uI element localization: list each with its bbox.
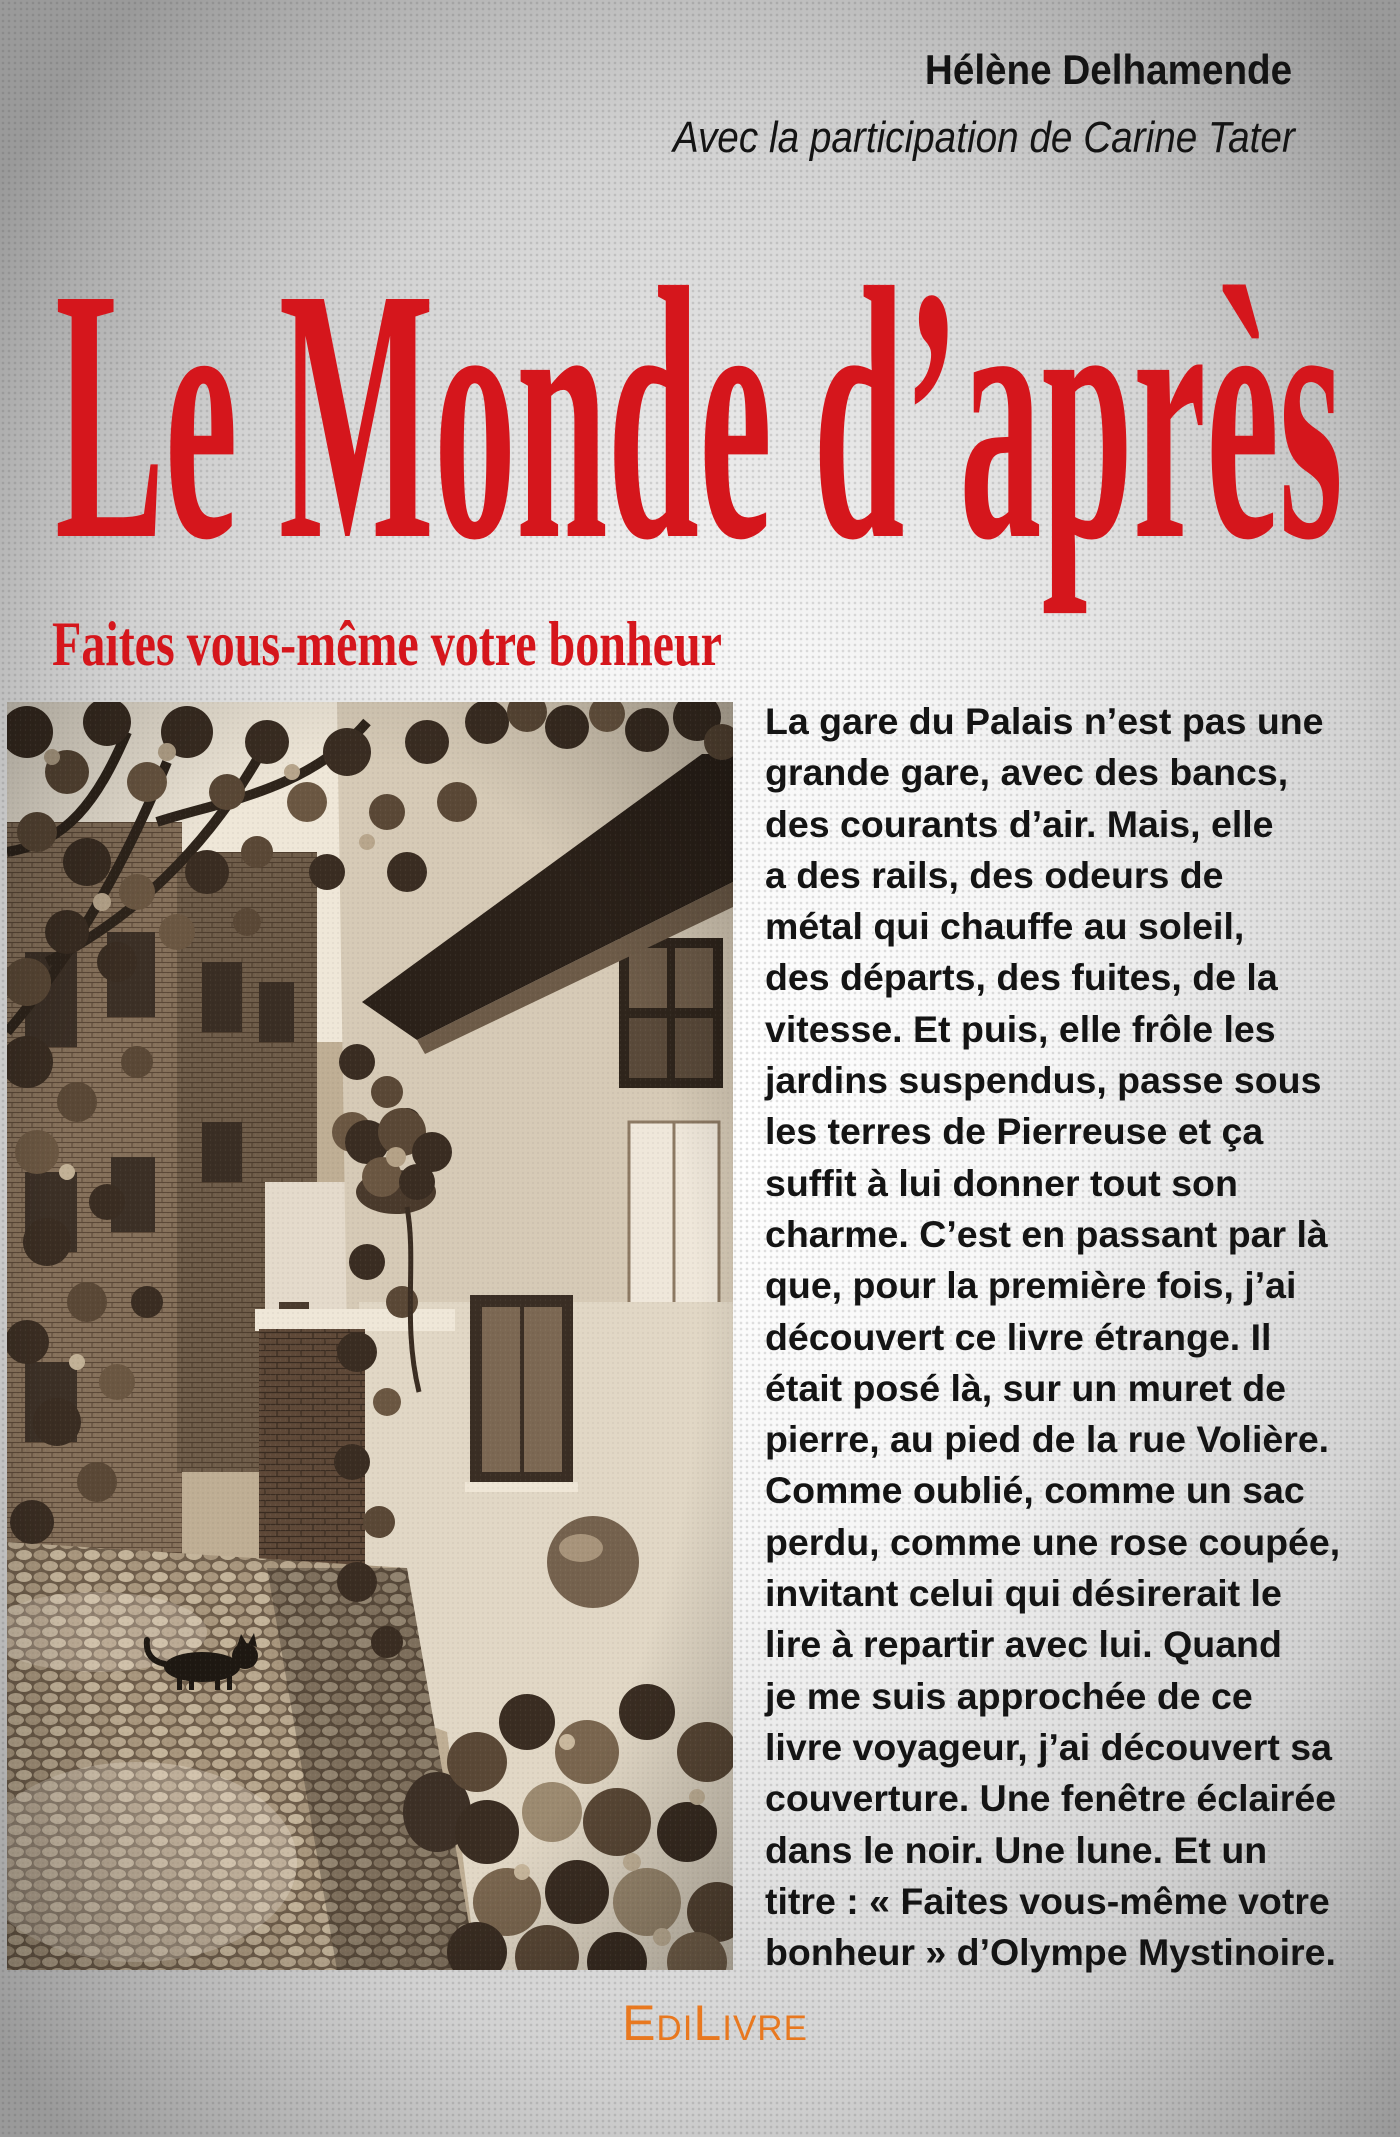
excerpt-line: livre voyageur, j’ai découvert sa	[765, 1725, 1332, 1768]
excerpt-line: grande gare, avec des bancs,	[765, 751, 1289, 794]
excerpt-line: des courants d’air. Mais, elle	[765, 802, 1274, 845]
excerpt-line: métal qui chauffe au soleil,	[765, 905, 1245, 948]
excerpt-line: titre : « Faites vous-même votre	[765, 1879, 1330, 1922]
cover-photo	[7, 702, 733, 1970]
back-excerpt	[765, 696, 1340, 1978]
excerpt-line: lire à repartir avec lui. Quand	[765, 1623, 1282, 1666]
contributor-credit: Avec la participation de Carine Tater	[672, 113, 1295, 162]
excerpt-line: Comme oublié, comme un sac	[765, 1469, 1305, 1512]
excerpt-line: jardins suspendus, passe sous	[765, 1059, 1322, 1102]
excerpt-line: charme. C’est en passant par là	[765, 1212, 1328, 1255]
excerpt-line: suffit à lui donner tout son	[765, 1161, 1238, 1204]
excerpt-line: que, pour la première fois, j’ai	[765, 1264, 1297, 1307]
excerpt-line: pierre, au pied de la rue Volière.	[765, 1418, 1330, 1461]
excerpt-line: découvert ce livre étrange. Il	[765, 1315, 1272, 1358]
book-subtitle: Faites vous-même votre bonheur	[52, 608, 722, 679]
excerpt-line: dans le noir. Une lune. Et un	[765, 1828, 1268, 1871]
excerpt-line: perdu, comme une rose coupée,	[765, 1520, 1341, 1563]
excerpt-line: je me suis approchée de ce	[765, 1674, 1253, 1717]
publisher-logo: EdiLivre	[622, 1995, 808, 2051]
excerpt-line: invitant celui qui désirerait le	[765, 1572, 1282, 1615]
excerpt-line: a des rails, des odeurs de	[765, 853, 1224, 896]
excerpt-line: les terres de Pierreuse et ça	[765, 1110, 1264, 1153]
book-title: Le Monde d’après	[55, 240, 1343, 615]
author-name: Hélène Delhamende	[924, 46, 1292, 93]
excerpt-line: bonheur » d’Olympe Mystinoire.	[765, 1931, 1336, 1974]
excerpt-line: vitesse. Et puis, elle frôle les	[765, 1007, 1276, 1050]
excerpt-line: des départs, des fuites, de la	[765, 956, 1278, 999]
excerpt-line: La gare du Palais n’est pas une	[765, 700, 1324, 742]
title-block	[0, 240, 1400, 700]
excerpt-line: était posé là, sur un muret de	[765, 1366, 1286, 1409]
excerpt-line: couverture. Une fenêtre éclairée	[765, 1777, 1337, 1820]
